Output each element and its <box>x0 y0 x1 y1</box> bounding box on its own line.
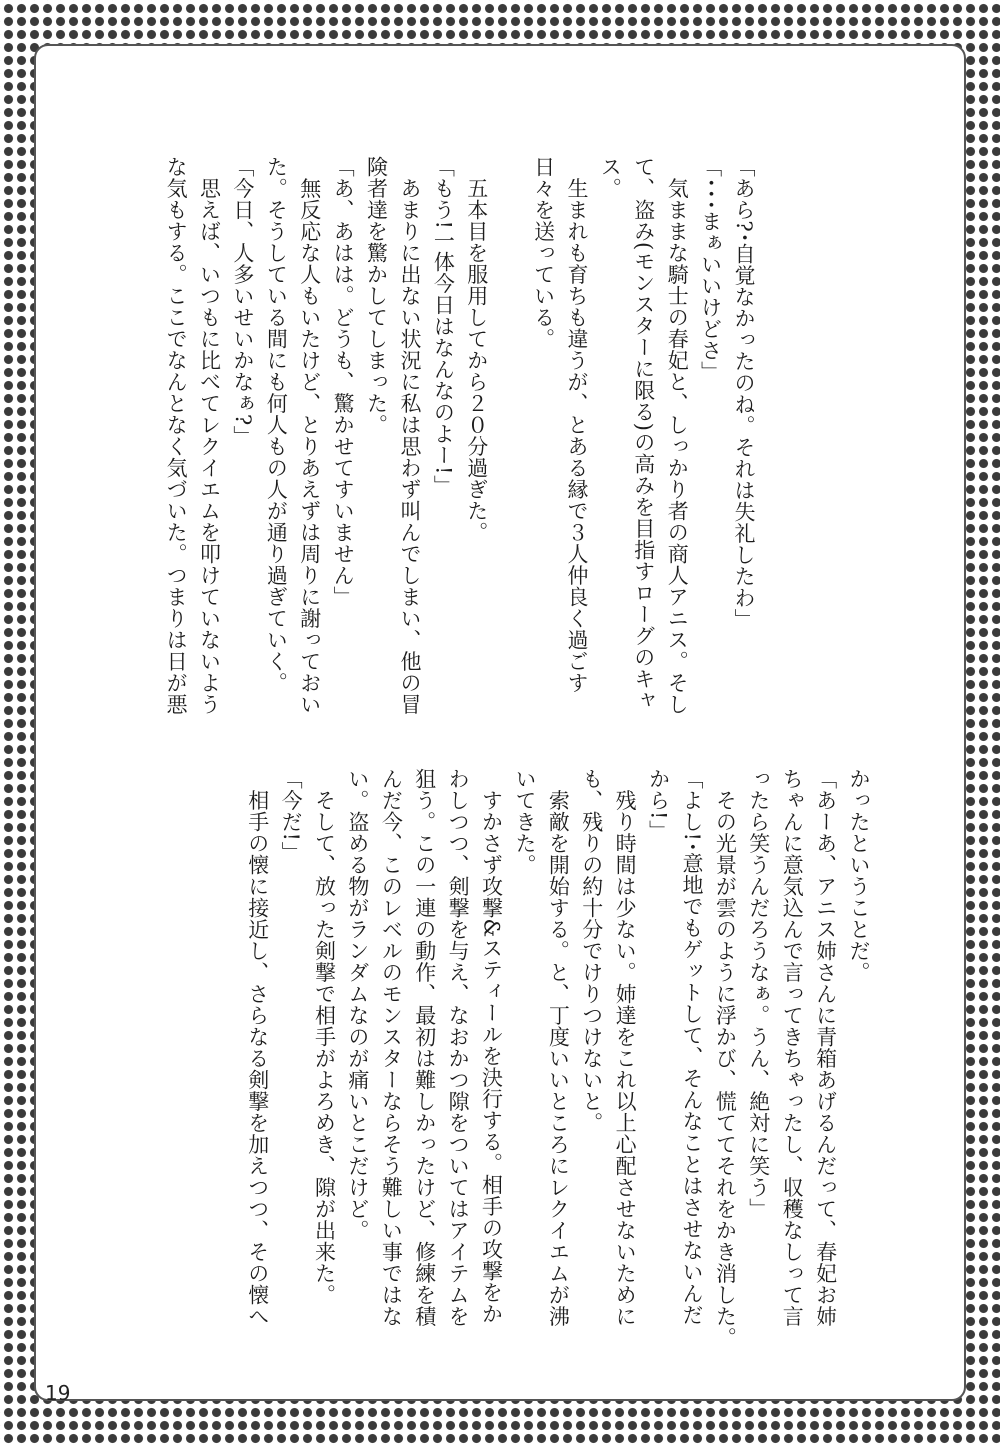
text-line: 「もう!一体今日はなんなのよー!」 <box>431 156 456 497</box>
text-line: ちゃんに意気込んで言ってきちゃったし、収穫なしって言 <box>780 768 805 1327</box>
text-line: 狙う。この一連の動作、最初は難しかったけど、修練を積 <box>412 768 437 1327</box>
text-line: 索敵を開始する。と、丁度いいところにレクイエムが沸 <box>546 768 571 1327</box>
text-line: 生まれも育ちも違うが、とある縁で３人仲良く過ごす <box>564 156 589 694</box>
text-line: 相手の懐に接近し、さらなる剣撃を加えつつ、その懐へ <box>245 768 270 1327</box>
text-line: 険者達を驚かしてしまった。 <box>364 156 389 436</box>
text-line: かったということだ。 <box>847 768 871 983</box>
text-line: い。盗める物がランダムなのが痛いとこだけど。 <box>345 768 370 1241</box>
page-number: 19 <box>45 1381 71 1405</box>
text-line: そして、放った剣撃で相手がよろめき、隙が出来た。 <box>312 768 337 1306</box>
text-line: あまりに出ない状況に私は思わず叫んでしまい、他の冒 <box>397 156 422 715</box>
text-line: も、残りの約十分でけりつけないと。 <box>579 768 604 1134</box>
text-line: 「あ、あはは。どうも、驚かせてすいません」 <box>331 156 356 608</box>
text-line: ス。 <box>598 156 623 199</box>
text-line: な気もする。ここでなんとなく気づいた。つまりは日が悪 <box>164 156 189 715</box>
text-line: わしつつ、剣撃を与え、なおかつ隙をついてはアイテムを <box>446 768 471 1327</box>
text-line: すかさず攻撃&スティールを決行する。相手の攻撃をか <box>479 768 504 1325</box>
text-line: 「あーあ、アニス姉さんに青箱あげるんだって、春妃お姉 <box>813 768 838 1327</box>
text-line: 思えば、いつもに比べてレクイエムを叩けていないよう <box>197 156 222 715</box>
text-line: から!」 <box>646 768 671 842</box>
blank-line <box>493 156 526 756</box>
text-line: 「よし!･意地でもゲットして、そんなことはさせないんだ <box>679 768 704 1326</box>
text-block-upper <box>150 156 760 756</box>
text-line: 五本目を服用してから２０分過ぎた。 <box>464 156 489 543</box>
text-line: ったら笑うんだろうなぁ。うん、絶対に笑う」 <box>746 768 771 1220</box>
text-line: た。そうしている間にも何人もの人が通り過ぎていく。 <box>264 156 289 694</box>
text-line: 「今だ!」 <box>279 768 304 863</box>
text-line: 無反応な人もいたけど、とりあえずは周りに謝っておい <box>297 156 322 715</box>
text-line: 「･･･まぁいいけどさ」 <box>698 156 723 383</box>
text-line: んだ今、このレベルのモンスターならそう難しい事ではな <box>379 768 404 1327</box>
text-line: 日々を送っている。 <box>531 156 556 350</box>
text-line: 気ままな騎士の春妃と、しっかり者の商人アニス。そし <box>665 156 690 715</box>
text-block-lower <box>150 768 875 1349</box>
text-line: て、盗み(モンスターに限る)の高みを目指すローグのキャ <box>631 156 656 711</box>
text-line: 残り時間は少ない。姉達をこれ以上心配させないために <box>613 768 638 1327</box>
text-line: 「今日、人多いせいかなぁ?」 <box>230 156 255 448</box>
text-line: 「あら?･自覚なかったのね。それは失礼したわ」 <box>732 156 756 631</box>
text-line: その光景が雲のように浮かび、慌ててそれをかき消した。 <box>713 768 738 1349</box>
text-line: いてきた。 <box>512 768 537 876</box>
